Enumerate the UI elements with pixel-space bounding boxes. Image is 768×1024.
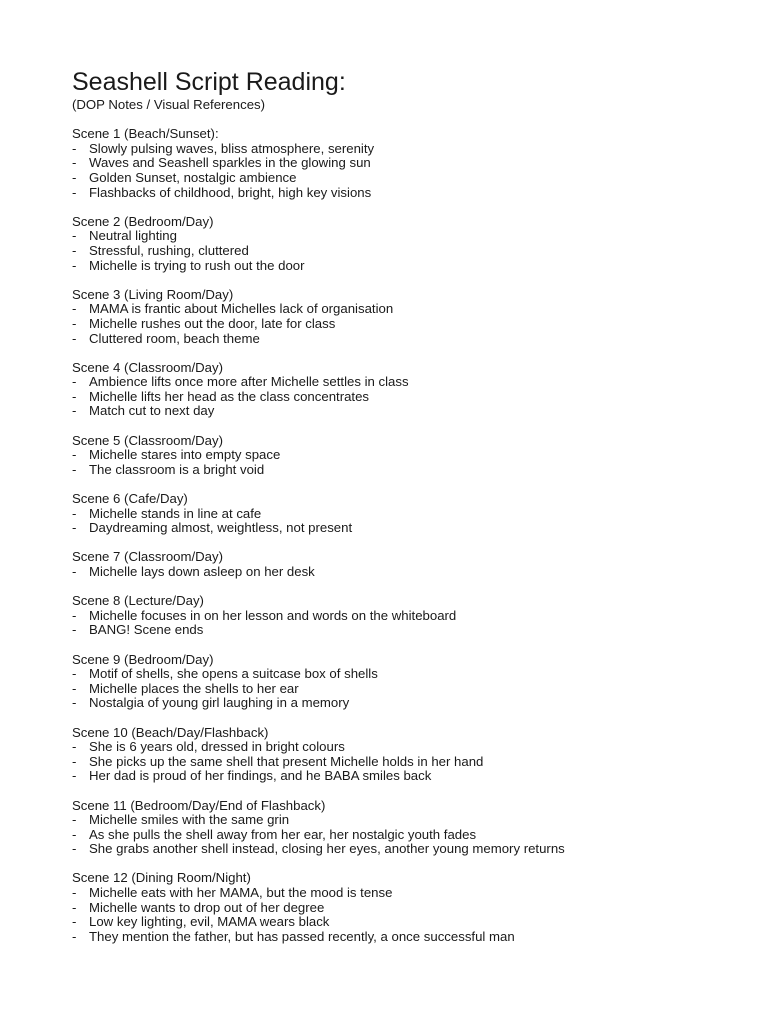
scene-section [72,434,732,478]
bullet-dash: - [72,841,77,857]
bullet-text: Michelle smiles with the same grin [89,812,290,828]
bullet-dash: - [72,169,77,185]
bullet-text: She picks up the same shell that present Michelle holds in her hand [89,753,484,769]
bullet-text: Nostalgia of young girl laughing in a memory [89,695,350,711]
bullet-dash: - [72,622,77,638]
bullet-text: Michelle stands in line at cafe [89,505,262,521]
scene-bullet-list [72,886,732,944]
scene-bullet-item [72,404,732,419]
scene-section [72,492,732,536]
bullet-dash: - [72,680,77,696]
scene-bullet-item [72,769,732,784]
bullet-dash: - [72,403,77,419]
scene-bullet-item [72,375,732,390]
bullet-text: Slowly pulsing waves, bliss atmosphere, serenity [89,140,375,156]
scene-bullet-item [72,244,732,259]
scene-section [72,799,732,857]
bullet-dash: - [72,461,77,477]
scene-bullet-list [72,813,732,857]
document-page [72,66,732,959]
scene-bullet-list [72,507,732,536]
bullet-dash: - [72,885,77,901]
bullet-dash: - [72,315,77,331]
document-subtitle: (DOP Notes / Visual References) [72,97,266,112]
scene-bullet-item [72,740,732,755]
scene-bullet-item [72,813,732,828]
bullet-dash: - [72,184,77,200]
bullet-text: Stressful, rushing, cluttered [89,242,249,258]
bullet-dash: - [72,564,77,579]
scene-section [72,550,732,579]
bullet-dash: - [72,812,77,828]
bullet-dash: - [72,753,77,769]
bullet-text: MAMA is frantic about Michelles lack of organisation [89,301,394,317]
bullet-text: Neutral lighting [89,228,177,244]
scene-heading: Scene 9 (Bedroom/Day) [72,651,214,667]
bullet-dash: - [72,695,77,711]
scene-bullet-item [72,828,732,843]
bullet-text: Her dad is proud of her findings, and he BABA smiles back [89,768,432,784]
bullet-text: They mention the father, but has passed recently, a once successful man [89,928,515,944]
scene-heading: Scene 3 (Living Room/Day) [72,286,234,302]
scene-bullet-list [72,302,732,346]
bullet-text: Daydreaming almost, weightless, not present [89,520,353,536]
bullet-text: Match cut to next day [89,403,215,419]
bullet-dash: - [72,447,77,463]
scene-bullet-list [72,609,732,638]
scene-bullet-list [72,142,732,200]
scene-bullet-item [72,682,732,697]
scene-section [72,127,732,200]
bullet-text: Michelle places the shells to her ear [89,680,299,696]
scene-bullet-list [72,740,732,784]
bullet-text: Golden Sunset, nostalgic ambience [89,169,297,185]
document-title: Seashell Script Reading: [72,68,346,96]
bullet-dash: - [72,228,77,244]
scene-heading: Scene 8 (Lecture/Day) [72,593,204,609]
bullet-dash: - [72,826,77,842]
bullet-text: Michelle wants to drop out of her degree [89,899,325,915]
bullet-text: Michelle is trying to rush out the door [89,257,305,273]
scene-section [72,726,732,784]
scene-bullet-item [72,521,732,536]
bullet-text: Cluttered room, beach theme [89,330,260,346]
bullet-text: The classroom is a bright void [89,461,265,477]
scene-section [72,361,732,419]
bullet-text: She is 6 years old, dressed in bright colours [89,739,345,755]
scene-bullet-item [72,696,732,711]
scene-bullet-item [72,930,732,945]
bullet-dash: - [72,520,77,536]
scene-bullet-item [72,609,732,624]
scene-bullet-item [72,842,732,857]
scene-bullet-item [72,755,732,770]
bullet-text: As she pulls the shell away from her ear, her nostalgic youth fades [89,826,477,842]
scene-bullet-list [72,565,732,580]
bullet-dash: - [72,374,77,390]
bullet-text: BANG! Scene ends [89,622,204,638]
scene-heading: Scene 5 (Classroom/Day) [72,432,223,448]
bullet-text: Michelle stares into empty space [89,447,281,463]
scene-bullet-item [72,142,732,157]
scene-bullet-list [72,448,732,477]
bullet-dash: - [72,301,77,317]
bullet-dash: - [72,768,77,784]
scene-heading: Scene 1 (Beach/Sunset): [72,126,219,142]
scene-heading: Scene 6 (Cafe/Day) [72,491,188,507]
bullet-dash: - [72,155,77,171]
bullet-text: Ambience lifts once more after Michelle settles in class [89,374,409,390]
scene-list [72,127,732,944]
bullet-dash: - [72,140,77,156]
bullet-dash: - [72,914,77,930]
bullet-dash: - [72,928,77,944]
scene-bullet-item [72,186,732,201]
scene-bullet-item [72,507,732,522]
bullet-text: Michelle focuses in on her lesson and words on the whiteboard [89,607,457,623]
bullet-text: Michelle lays down asleep on her desk [89,564,315,579]
scene-bullet-item [72,463,732,478]
scene-bullet-list [72,375,732,419]
bullet-text: Flashbacks of childhood, bright, high key visions [89,184,372,200]
scene-bullet-item [72,886,732,901]
bullet-dash: - [72,388,77,404]
scene-section [72,594,732,638]
bullet-text: Low key lighting, evil, MAMA wears black [89,914,330,930]
bullet-text: Michelle eats with her MAMA, but the mood is tense [89,885,393,901]
bullet-dash: - [72,739,77,755]
scene-bullet-item [72,390,732,405]
bullet-dash: - [72,505,77,521]
bullet-dash: - [72,330,77,346]
bullet-text: She grabs another shell instead, closing her eyes, another young memory returns [89,841,565,857]
scene-heading: Scene 10 (Beach/Day/Flashback) [72,724,269,740]
scene-bullet-item [72,667,732,682]
scene-section [72,653,732,711]
scene-bullet-list [72,229,732,273]
scene-bullet-item [72,901,732,916]
scene-bullet-item [72,623,732,638]
scene-heading: Scene 11 (Bedroom/Day/End of Flashback) [72,797,326,813]
scene-bullet-item [72,332,732,347]
bullet-dash: - [72,607,77,623]
scene-bullet-item [72,156,732,171]
scene-bullet-item [72,171,732,186]
bullet-text: Waves and Seashell sparkles in the glowing sun [89,155,371,171]
scene-bullet-item [72,915,732,930]
scene-heading: Scene 4 (Classroom/Day) [72,359,223,375]
bullet-dash: - [72,899,77,915]
bullet-dash: - [72,666,77,682]
scene-section [72,288,732,346]
scene-bullet-item [72,565,732,580]
scene-bullet-list [72,667,732,711]
scene-section [72,215,732,273]
bullet-dash: - [72,242,77,258]
scene-heading: Scene 12 (Dining Room/Night) [72,870,251,886]
scene-bullet-item [72,229,732,244]
bullet-text: Michelle lifts her head as the class concentrates [89,388,370,404]
scene-heading: Scene 7 (Classroom/Day) [72,549,223,565]
scene-bullet-item [72,317,732,332]
scene-bullet-item [72,448,732,463]
scene-bullet-item [72,302,732,317]
scene-heading: Scene 2 (Bedroom/Day) [72,213,214,229]
bullet-text: Michelle rushes out the door, late for class [89,315,336,331]
bullet-dash: - [72,257,77,273]
scene-section [72,871,732,944]
scene-bullet-item [72,259,732,274]
bullet-text: Motif of shells, she opens a suitcase box of shells [89,666,378,682]
